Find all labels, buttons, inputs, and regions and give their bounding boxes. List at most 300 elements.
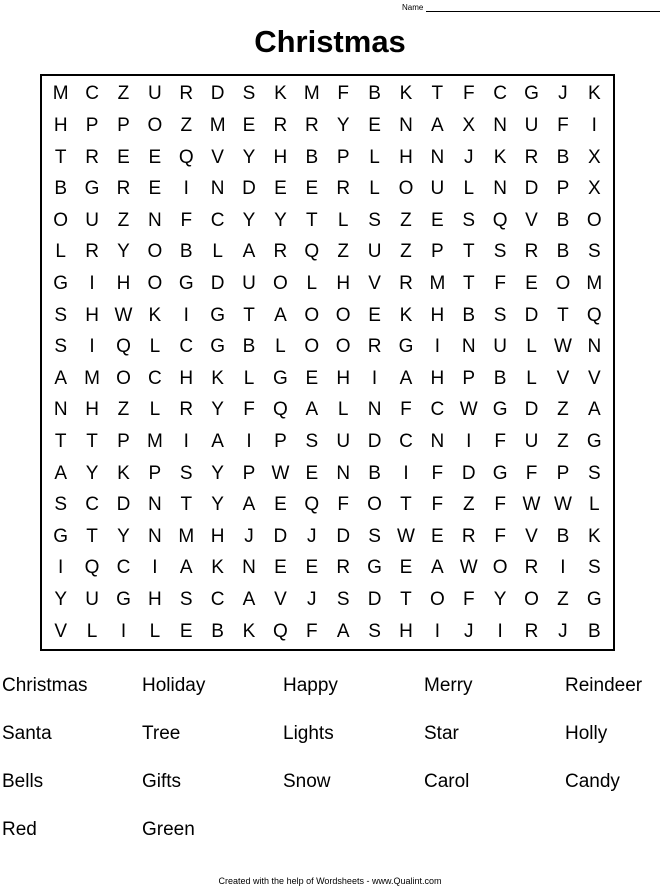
- grid-letter: S: [587, 462, 601, 484]
- grid-letter: F: [180, 209, 193, 231]
- word-list-item: Christmas: [2, 675, 88, 696]
- grid-letter: P: [274, 431, 287, 453]
- grid-letter: L: [149, 336, 161, 358]
- grid-letter: V: [525, 209, 538, 231]
- grid-letter: R: [85, 241, 99, 263]
- grid-letter: G: [53, 272, 69, 294]
- grid-letter: E: [305, 462, 319, 484]
- grid-letter: H: [336, 272, 351, 294]
- grid-letter: Y: [242, 146, 256, 168]
- grid-letter: S: [54, 304, 68, 326]
- grid-letter: O: [147, 241, 163, 263]
- grid-letter: S: [587, 241, 601, 263]
- grid-letter: D: [524, 304, 539, 326]
- grid-letter: Y: [117, 241, 130, 263]
- grid-letter: A: [336, 620, 350, 642]
- grid-letter: T: [180, 494, 193, 516]
- grid-letter: N: [587, 336, 602, 358]
- grid-letter: F: [462, 83, 475, 105]
- grid-letter: G: [398, 336, 414, 358]
- word-list-item: Green: [142, 819, 195, 840]
- grid-letter: A: [242, 494, 256, 516]
- grid-letter: B: [211, 620, 224, 642]
- grid-letter: B: [556, 525, 570, 547]
- grid-letter: N: [147, 525, 162, 547]
- grid-letter: Q: [178, 146, 194, 168]
- grid-letter: S: [305, 431, 319, 453]
- grid-letter: B: [462, 304, 476, 326]
- grid-letter: E: [274, 494, 287, 516]
- grid-letter: V: [54, 620, 68, 642]
- grid-letter: N: [461, 336, 476, 358]
- grid-letter: F: [494, 494, 506, 516]
- page-title: Christmas: [254, 24, 406, 59]
- grid-letter: G: [116, 589, 131, 611]
- grid-letter: I: [183, 178, 189, 200]
- grid-letter: C: [493, 83, 507, 105]
- grid-letter: C: [430, 399, 445, 421]
- grid-letter: D: [524, 399, 539, 421]
- grid-letter: M: [84, 367, 100, 389]
- grid-letter: G: [586, 431, 602, 453]
- grid-letter: N: [53, 399, 68, 421]
- grid-letter: B: [493, 367, 507, 389]
- grid-letter: Z: [180, 114, 193, 136]
- grid-letter: E: [274, 557, 287, 579]
- grid-letter: T: [306, 209, 318, 231]
- grid-letter: P: [117, 114, 130, 136]
- grid-letter: H: [210, 525, 225, 547]
- grid-letter: F: [431, 462, 444, 484]
- grid-letter: O: [304, 304, 320, 326]
- grid-letter: N: [210, 178, 225, 200]
- grid-letter: D: [336, 525, 351, 547]
- grid-letter: O: [147, 114, 163, 136]
- grid-letter: S: [368, 525, 381, 547]
- grid-letter: M: [303, 83, 320, 105]
- grid-letter: S: [493, 241, 507, 263]
- grid-letter: I: [89, 336, 95, 358]
- grid-letter: O: [492, 557, 508, 579]
- grid-letter: E: [274, 178, 287, 200]
- grid-letter: S: [54, 494, 68, 516]
- grid-letter: B: [556, 241, 570, 263]
- word-list-item: Happy: [283, 675, 338, 696]
- grid-letter: L: [337, 209, 349, 231]
- grid-letter: E: [399, 557, 413, 579]
- grid-letter: Z: [117, 399, 130, 421]
- word-list-item: Star: [424, 723, 459, 744]
- grid-letter: T: [431, 83, 444, 105]
- grid-letter: R: [524, 146, 539, 168]
- grid-letter: E: [431, 525, 444, 547]
- grid-letter: H: [179, 367, 194, 389]
- grid-letter: C: [85, 494, 99, 516]
- grid-letter: Q: [304, 241, 320, 263]
- grid-letter: P: [462, 367, 476, 389]
- grid-letter: E: [148, 146, 162, 168]
- grid-letter: O: [335, 304, 351, 326]
- grid-letter: E: [305, 557, 319, 579]
- grid-letter: B: [556, 146, 570, 168]
- grid-letter: S: [368, 209, 381, 231]
- grid-letter: F: [243, 399, 255, 421]
- grid-letter: I: [183, 431, 189, 453]
- grid-letter: Z: [117, 209, 130, 231]
- grid-letter: N: [493, 114, 507, 136]
- grid-letter: R: [273, 114, 288, 136]
- grid-letter: W: [459, 557, 478, 579]
- grid-letter: O: [116, 367, 131, 389]
- grid-letter: H: [273, 146, 288, 168]
- grid-letter: B: [179, 241, 193, 263]
- grid-letter: S: [462, 209, 476, 231]
- grid-letter: Z: [557, 399, 569, 421]
- grid-letter: J: [558, 83, 568, 105]
- grid-letter: L: [306, 272, 318, 294]
- grid-letter: M: [146, 431, 163, 453]
- grid-letter: U: [242, 272, 256, 294]
- grid-letter: J: [463, 146, 474, 168]
- grid-letter: Y: [211, 462, 224, 484]
- grid-letter: O: [586, 209, 602, 231]
- grid-letter: M: [429, 272, 446, 294]
- grid-letter: O: [304, 336, 320, 358]
- grid-letter: Y: [85, 462, 99, 484]
- grid-letter: U: [430, 178, 445, 200]
- grid-letter: J: [558, 620, 568, 642]
- grid-letter: K: [399, 304, 413, 326]
- grid-letter: H: [430, 304, 445, 326]
- grid-letter: A: [399, 367, 413, 389]
- grid-letter: I: [591, 114, 597, 136]
- word-list-item: Gifts: [142, 771, 182, 792]
- grid-letter: T: [86, 525, 98, 547]
- grid-letter: N: [336, 462, 351, 484]
- grid-letter: G: [178, 272, 194, 294]
- name-line: [426, 2, 660, 12]
- grid-letter: R: [399, 272, 413, 294]
- grid-letter: A: [54, 367, 68, 389]
- grid-letter: O: [53, 209, 69, 231]
- grid-letter: V: [211, 146, 224, 168]
- grid-letter: I: [152, 557, 158, 579]
- grid-letter: L: [149, 399, 161, 421]
- grid-letter: J: [463, 620, 474, 642]
- grid-letter: X: [587, 146, 601, 168]
- grid-letter: F: [462, 589, 475, 611]
- grid-letter: D: [273, 525, 288, 547]
- grid-letter: R: [461, 525, 476, 547]
- grid-letter: F: [400, 399, 412, 421]
- grid-letter: B: [368, 83, 381, 105]
- grid-letter: I: [434, 336, 440, 358]
- grid-letter: K: [211, 557, 224, 579]
- grid-letter: Q: [116, 336, 131, 358]
- grid-letter: A: [242, 589, 256, 611]
- grid-letter: L: [463, 178, 475, 200]
- grid-letter: I: [120, 620, 127, 642]
- grid-letter: F: [494, 525, 506, 547]
- grid-letter: Y: [274, 209, 287, 231]
- grid-letter: G: [524, 83, 539, 105]
- grid-letter: U: [336, 431, 351, 453]
- grid-letter: T: [243, 304, 255, 326]
- grid-letter: R: [367, 336, 382, 358]
- grid-letter: I: [497, 620, 503, 642]
- grid-letter: A: [431, 557, 444, 579]
- grid-letter: L: [212, 241, 223, 263]
- grid-letter: D: [116, 494, 131, 516]
- grid-letter: A: [274, 304, 287, 326]
- grid-letter: G: [84, 178, 100, 200]
- grid-letter: Q: [273, 620, 288, 642]
- grid-letter: R: [304, 114, 319, 136]
- grid-letter: W: [459, 399, 478, 421]
- grid-letter: P: [431, 241, 444, 263]
- grid-letter: R: [524, 557, 539, 579]
- grid-letter: H: [399, 146, 413, 168]
- grid-letter: T: [54, 146, 67, 168]
- grid-letter: R: [524, 241, 539, 263]
- grid-letter: F: [431, 494, 444, 516]
- grid-letter: Q: [586, 304, 602, 326]
- grid-letter: R: [336, 178, 351, 200]
- grid-letter: S: [493, 304, 507, 326]
- grid-letter: L: [526, 367, 537, 389]
- grid-letter: S: [242, 83, 256, 105]
- word-list-item: Candy: [565, 771, 620, 792]
- grid-letter: Z: [400, 209, 412, 231]
- grid-letter: G: [492, 462, 508, 484]
- grid-letter: K: [587, 525, 601, 547]
- grid-letter: H: [116, 272, 131, 294]
- grid-letter: L: [243, 367, 255, 389]
- grid-letter: V: [556, 367, 570, 389]
- grid-letter: Q: [304, 494, 320, 516]
- grid-letter: T: [557, 304, 569, 326]
- grid-letter: X: [587, 178, 601, 200]
- grid-letter: P: [148, 462, 162, 484]
- grid-letter: I: [246, 431, 252, 453]
- grid-letter: I: [89, 272, 95, 294]
- grid-letter: Y: [54, 589, 68, 611]
- grid-letter: U: [85, 589, 99, 611]
- grid-letter: O: [367, 494, 382, 516]
- grid-letter: S: [336, 589, 350, 611]
- grid-letter: F: [337, 83, 349, 105]
- grid-letter: E: [242, 114, 256, 136]
- grid-letter: R: [273, 241, 288, 263]
- grid-letter: E: [368, 304, 381, 326]
- grid-letter: N: [430, 431, 445, 453]
- grid-letter: O: [335, 336, 351, 358]
- grid-letter: C: [85, 83, 99, 105]
- grid-letter: D: [461, 462, 476, 484]
- grid-letter: G: [586, 589, 602, 611]
- grid-letter: U: [524, 431, 539, 453]
- grid-letter: H: [85, 304, 99, 326]
- grid-letter: W: [271, 462, 290, 484]
- grid-letter: V: [525, 525, 538, 547]
- word-list-item: Red: [2, 819, 37, 840]
- grid-letter: N: [430, 146, 445, 168]
- footer-credit: Created with the help of Wordsheets - www.Qualint.com: [218, 876, 442, 886]
- word-list-item: Snow: [283, 771, 331, 792]
- grid-letter: R: [85, 146, 99, 168]
- name-field-row: [402, 0, 660, 12]
- grid-letter: S: [179, 589, 193, 611]
- grid-letter: F: [557, 114, 569, 136]
- grid-letter: V: [587, 367, 601, 389]
- grid-letter: Q: [84, 557, 100, 579]
- grid-letter: A: [54, 462, 68, 484]
- grid-letter: K: [148, 304, 162, 326]
- grid-letter: N: [367, 399, 382, 421]
- grid-letter: L: [275, 336, 286, 358]
- grid-letter: P: [556, 178, 570, 200]
- grid-letter: E: [431, 209, 444, 231]
- grid-letter: H: [336, 367, 351, 389]
- grid-letter: C: [179, 336, 194, 358]
- grid-letter: N: [147, 209, 162, 231]
- word-list-item: Lights: [283, 723, 334, 744]
- grid-letter: G: [53, 525, 69, 547]
- grid-letter: S: [54, 336, 68, 358]
- grid-letter: K: [493, 146, 507, 168]
- grid-letter: Y: [242, 209, 256, 231]
- grid-letter: D: [367, 431, 382, 453]
- grid-letter: V: [274, 589, 287, 611]
- word-list-item: Reindeer: [565, 675, 643, 696]
- grid-letter: C: [116, 557, 131, 579]
- grid-letter: K: [211, 367, 224, 389]
- grid-letter: A: [587, 399, 601, 421]
- grid-letter: G: [492, 399, 508, 421]
- grid-letter: E: [368, 114, 381, 136]
- grid-letter: F: [494, 431, 506, 453]
- grid-letter: N: [493, 178, 507, 200]
- grid-letter: O: [273, 272, 288, 294]
- grid-letter: O: [524, 589, 539, 611]
- grid-letter: L: [337, 399, 349, 421]
- grid-letter: P: [85, 114, 99, 136]
- grid-letter: F: [337, 494, 349, 516]
- grid-letter: D: [210, 83, 225, 105]
- grid-letter: D: [367, 589, 382, 611]
- grid-letter: B: [556, 209, 570, 231]
- grid-letter: L: [149, 620, 161, 642]
- grid-letter: Y: [117, 525, 130, 547]
- grid-letter: C: [399, 431, 413, 453]
- grid-letter: U: [85, 209, 99, 231]
- word-list-item: Carol: [424, 771, 470, 792]
- grid-letter: G: [210, 336, 226, 358]
- grid-letter: B: [587, 620, 601, 642]
- grid-letter: Q: [273, 399, 288, 421]
- grid-letter: L: [369, 178, 380, 200]
- grid-letter: H: [147, 589, 162, 611]
- grid-letter: E: [148, 178, 162, 200]
- grid-letter: R: [524, 620, 539, 642]
- word-list-item: Santa: [2, 723, 52, 744]
- grid-letter: W: [114, 304, 133, 326]
- name-label: Name: [402, 3, 424, 12]
- grid-letter: G: [273, 367, 288, 389]
- grid-letter: L: [589, 494, 600, 516]
- grid-letter: T: [400, 589, 412, 611]
- grid-letter: Z: [557, 431, 569, 453]
- grid-letter: Y: [211, 494, 224, 516]
- grid-letter: W: [522, 494, 541, 516]
- grid-letter: J: [307, 589, 317, 611]
- grid-letter: E: [305, 367, 319, 389]
- grid-letter: C: [210, 209, 225, 231]
- grid-letter: N: [242, 557, 256, 579]
- grid-letter: U: [367, 241, 382, 263]
- word-list-item: Holiday: [142, 675, 206, 696]
- grid-letter: D: [524, 178, 539, 200]
- grid-letter: E: [305, 178, 319, 200]
- grid-letter: S: [587, 557, 601, 579]
- grid-letter: P: [242, 462, 256, 484]
- grid-letter: T: [462, 272, 475, 294]
- grid-letter: F: [306, 620, 318, 642]
- grid-letter: L: [526, 336, 537, 358]
- grid-letter: D: [210, 272, 225, 294]
- grid-letter: K: [274, 83, 287, 105]
- grid-letter: T: [54, 431, 67, 453]
- grid-letter: T: [462, 241, 475, 263]
- grid-letter: O: [555, 272, 571, 294]
- grid-letter: B: [242, 336, 256, 358]
- grid-letter: F: [525, 462, 538, 484]
- grid-letter: U: [524, 114, 539, 136]
- grid-letter: H: [53, 114, 68, 136]
- grid-letter: O: [398, 178, 414, 200]
- grid-letter: M: [586, 272, 603, 294]
- grid-letter: U: [493, 336, 507, 358]
- word-list-item: Bells: [2, 771, 44, 792]
- grid-letter: K: [242, 620, 256, 642]
- grid-letter: K: [117, 462, 130, 484]
- grid-letter: C: [147, 367, 162, 389]
- grid-letter: W: [553, 494, 572, 516]
- grid-letter: R: [336, 557, 351, 579]
- word-list-item: Holly: [565, 723, 608, 744]
- grid-letter: P: [117, 431, 130, 453]
- grid-letter: Z: [462, 494, 475, 516]
- grid-letter: R: [179, 399, 194, 421]
- grid-letter: B: [368, 462, 381, 484]
- grid-letter: S: [368, 620, 381, 642]
- word-list-item: Merry: [424, 675, 473, 696]
- grid-letter: L: [369, 146, 380, 168]
- grid-letter: A: [305, 399, 319, 421]
- grid-letter: R: [179, 83, 194, 105]
- grid-letter: C: [210, 589, 225, 611]
- grid-letter: J: [307, 525, 317, 547]
- grid-letter: E: [179, 620, 193, 642]
- grid-letter: Z: [400, 241, 412, 263]
- grid-letter: I: [466, 431, 472, 453]
- grid-letter: N: [399, 114, 413, 136]
- grid-letter: V: [368, 272, 381, 294]
- grid-letter: R: [116, 178, 131, 200]
- grid-letter: D: [242, 178, 256, 200]
- grid-letter: I: [560, 557, 566, 579]
- grid-letter: Q: [492, 209, 508, 231]
